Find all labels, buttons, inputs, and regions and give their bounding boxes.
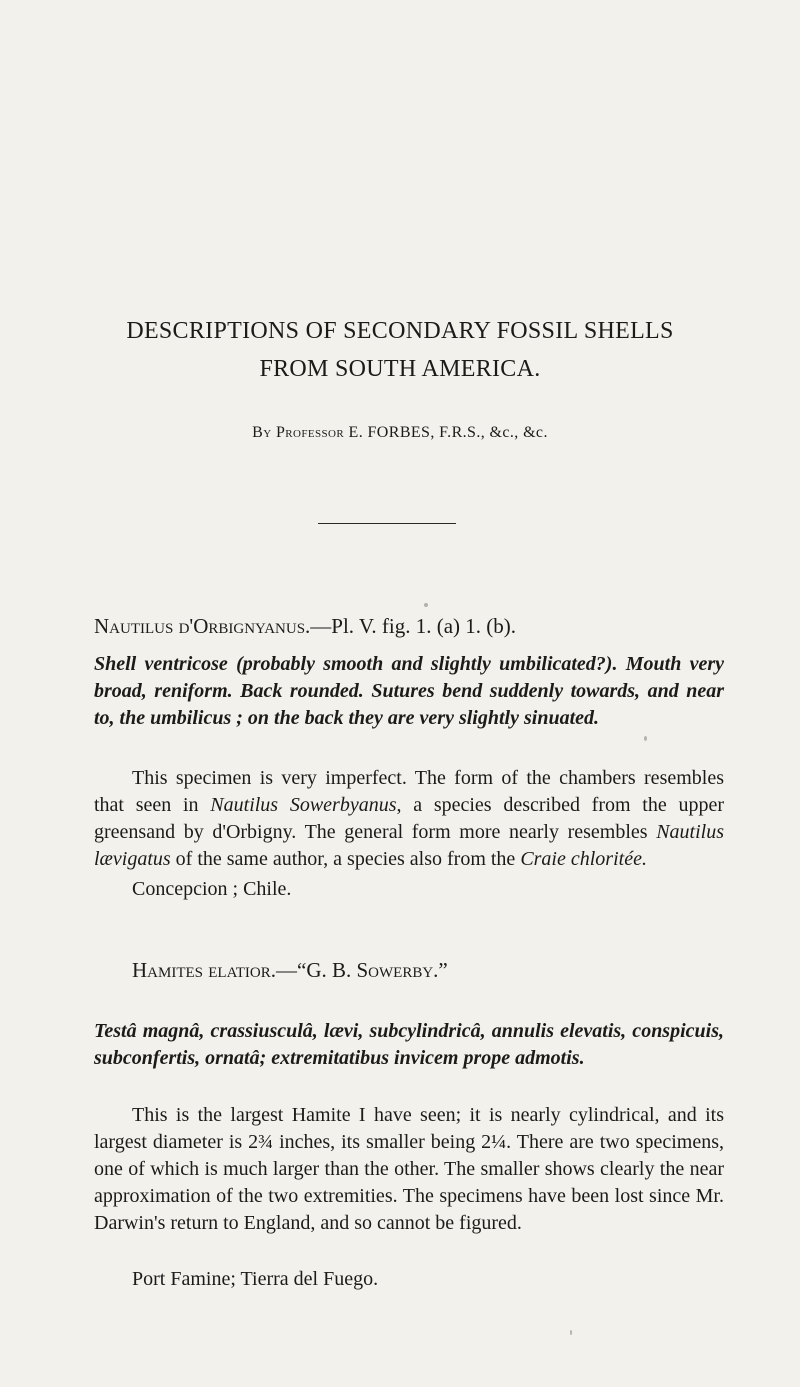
species-author: —“G. B. Sowerby.”: [276, 958, 448, 982]
document-title-line-1: DESCRIPTIONS OF SECONDARY FOSSIL SHELLS: [126, 318, 674, 344]
locality-hamites: Port Famine; Tierra del Fuego.: [132, 1268, 379, 1290]
description-text-2: , a species described from the upper greensand by d'Orbigny. The general form more nearly resembles: [94, 794, 724, 843]
species-heading-hamites: [94, 958, 744, 983]
scan-speck: [570, 1330, 572, 1335]
byline-author: E. FORBES, F.R.S., &c., &c.: [348, 424, 548, 441]
section-divider: [318, 523, 456, 524]
species-ref-sowerbyanus: Nautilus Sowerbyanus: [210, 794, 397, 816]
species-name-hamites: Hamites elatior.: [132, 958, 276, 982]
species-name-nautilus: Nautilus d'Orbignyanus.: [94, 614, 311, 638]
description-text-3: of the same author, a species also from the: [175, 848, 516, 870]
description-hamites: This is the largest Hamite I have seen; it is nearly cylindrical, and its largest diameter is 2¾ inches, its smaller being 2¼. There are two specimens, one of which is much larger than the other. The smaller shows clearly the near approximation of the two extremities. The specimens have been lost since Mr. Darwin's return to England, and so cannot be figured.: [94, 1104, 724, 1234]
document-title-line-2: FROM SOUTH AMERICA.: [259, 356, 541, 382]
description-nautilus: [94, 765, 724, 873]
description-text-1: This specimen is very imperfect. The form of the chambers resembles that seen in: [94, 767, 724, 816]
species-heading-nautilus: [94, 614, 744, 639]
scan-speck: [424, 603, 428, 607]
latin-diagnosis-hamites: Testâ magnâ, crassiusculâ, lævi, subcylindricâ, annulis elevatis, conspicuis, subconfertis, ornatâ; extremitatibus invicem prope admotis.: [94, 1020, 724, 1069]
author-byline: [40, 424, 760, 442]
byline-prefix: By Professor: [252, 424, 345, 441]
plate-reference: —Pl. V. fig. 1. (a) 1. (b).: [310, 614, 517, 638]
latin-diagnosis-nautilus: Shell ventricose (probably smooth and slightly umbilicated?). Mouth very broad, reniform. Back rounded. Sutures bend suddenly towards, and near to, the umbilicus ; on the back they are very slightly sinuated.: [94, 653, 724, 729]
species-ref-laevigatus: Nautilus lævigatus: [94, 821, 725, 870]
formation-ref: Craie chloritée.: [520, 848, 647, 870]
scan-speck: [644, 736, 647, 741]
locality-nautilus: Concepcion ; Chile.: [132, 878, 292, 900]
